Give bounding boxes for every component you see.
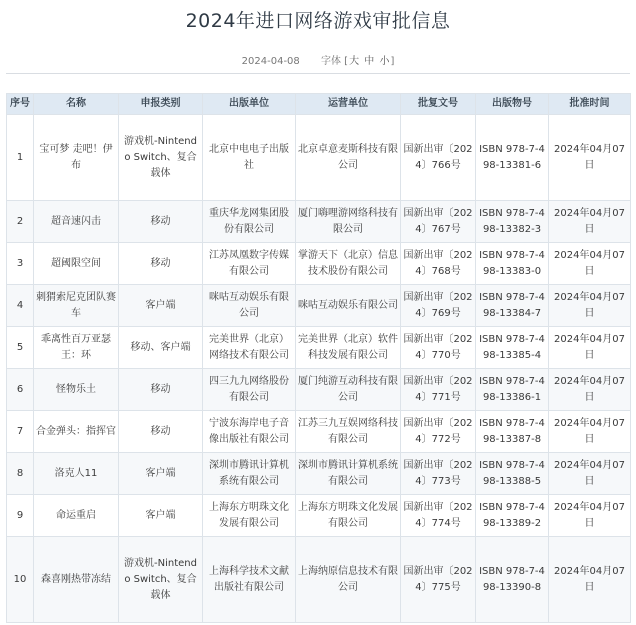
cell-approval-number bbox=[401, 453, 476, 495]
game-name-text: 洛克人11 bbox=[54, 467, 98, 479]
publisher-text: 四三九九网络股份有限公司 bbox=[209, 375, 289, 403]
cell-operator bbox=[296, 411, 401, 453]
cell-row-index bbox=[7, 537, 34, 623]
cell-operator bbox=[296, 369, 401, 411]
table-row bbox=[7, 243, 631, 285]
cell-approval-number bbox=[401, 411, 476, 453]
font-size-label: 字体 bbox=[320, 56, 341, 67]
cell-publisher bbox=[203, 369, 296, 411]
cell-category bbox=[119, 285, 203, 327]
cell-approval-number bbox=[401, 495, 476, 537]
cell-approval-date bbox=[549, 411, 631, 453]
cell-operator bbox=[296, 453, 401, 495]
table-row bbox=[7, 285, 631, 327]
category-text: 游戏机-Nintendo Switch、复合载体 bbox=[124, 557, 197, 601]
cell-isbn bbox=[476, 411, 549, 453]
approval-date-text: 2024年04月07日 bbox=[554, 249, 625, 277]
category-text: 移动 bbox=[150, 425, 171, 437]
approval-number-text: 国新出审〔2024〕772号 bbox=[403, 417, 473, 445]
cell-approval-date bbox=[549, 537, 631, 623]
approval-number-text: 国新出审〔2024〕767号 bbox=[403, 207, 473, 235]
article-meta bbox=[0, 52, 636, 67]
font-size-bracket-open: [ bbox=[344, 56, 349, 67]
row-index-text: 7 bbox=[16, 425, 24, 437]
operator-text: 掌游天下（北京）信息技术股份有限公司 bbox=[298, 249, 398, 277]
row-index-text: 3 bbox=[16, 257, 24, 269]
approval-date-text: 2024年04月07日 bbox=[554, 333, 625, 361]
approval-number-text: 国新出审〔2024〕775号 bbox=[403, 565, 473, 593]
column-header: 出版物号 bbox=[476, 94, 549, 115]
approval-number-text: 国新出审〔2024〕770号 bbox=[403, 333, 473, 361]
cell-row-index bbox=[7, 495, 34, 537]
cell-approval-number bbox=[401, 285, 476, 327]
category-text: 游戏机-Nintendo Switch、复合载体 bbox=[124, 135, 197, 179]
publisher-text: 宁波东海岸电子音像出版社有限公司 bbox=[209, 417, 289, 445]
column-header: 出版单位 bbox=[203, 94, 296, 115]
table-header-row bbox=[7, 94, 631, 115]
table-row bbox=[7, 201, 631, 243]
approval-date-text: 2024年04月07日 bbox=[554, 565, 625, 593]
header-divider bbox=[6, 73, 630, 74]
cell-row-index bbox=[7, 201, 34, 243]
approval-number-text: 国新出审〔2024〕769号 bbox=[403, 291, 473, 319]
cell-approval-number bbox=[401, 327, 476, 369]
row-index-text: 1 bbox=[16, 151, 24, 163]
category-text: 移动 bbox=[150, 257, 171, 269]
cell-publisher bbox=[203, 115, 296, 201]
operator-text: 完美世界（北京）软件科技发展有限公司 bbox=[298, 333, 398, 361]
category-text: 客户端 bbox=[145, 467, 176, 479]
cell-game-name bbox=[34, 201, 119, 243]
page-title: 2024年进口网络游戏审批信息 bbox=[185, 10, 451, 32]
cell-publisher bbox=[203, 201, 296, 243]
isbn-text: ISBN 978-7-498-13388-5 bbox=[479, 459, 545, 487]
table-row bbox=[7, 453, 631, 495]
game-name-text: 刺猬索尼克团队赛车 bbox=[36, 291, 116, 319]
approval-date-text: 2024年04月07日 bbox=[554, 207, 625, 235]
cell-isbn bbox=[476, 495, 549, 537]
cell-game-name bbox=[34, 327, 119, 369]
cell-isbn bbox=[476, 453, 549, 495]
game-name-text: 合金弹头：指挥官 bbox=[36, 425, 116, 437]
publisher-text: 重庆华龙网集团股份有限公司 bbox=[209, 207, 289, 235]
operator-text: 咪咕互动娱乐有限公司 bbox=[298, 299, 398, 311]
cell-game-name bbox=[34, 285, 119, 327]
cell-publisher bbox=[203, 537, 296, 623]
cell-operator bbox=[296, 537, 401, 623]
cell-category bbox=[119, 369, 203, 411]
cell-isbn bbox=[476, 537, 549, 623]
cell-isbn bbox=[476, 201, 549, 243]
operator-text: 厦门嗨哩游网络科技有限公司 bbox=[298, 207, 398, 235]
cell-operator bbox=[296, 201, 401, 243]
cell-publisher bbox=[203, 327, 296, 369]
cell-row-index bbox=[7, 243, 34, 285]
operator-text: 厦门纯游互动科技有限公司 bbox=[298, 375, 398, 403]
cell-publisher bbox=[203, 411, 296, 453]
cell-category bbox=[119, 495, 203, 537]
cell-isbn bbox=[476, 369, 549, 411]
column-header: 批复文号 bbox=[401, 94, 476, 115]
publisher-text: 江苏凤凰数字传媒有限公司 bbox=[209, 249, 289, 277]
row-index-text: 8 bbox=[16, 467, 24, 479]
game-name-text: 宝可梦 走吧！伊布 bbox=[39, 143, 113, 171]
category-text: 移动 bbox=[150, 215, 171, 227]
cell-publisher bbox=[203, 495, 296, 537]
table-row bbox=[7, 115, 631, 201]
cell-operator bbox=[296, 115, 401, 201]
cell-row-index bbox=[7, 453, 34, 495]
row-index-text: 10 bbox=[13, 573, 27, 585]
cell-game-name bbox=[34, 115, 119, 201]
cell-row-index bbox=[7, 369, 34, 411]
row-index-text: 4 bbox=[16, 299, 24, 311]
operator-text: 上海纳原信息技术有限公司 bbox=[298, 565, 398, 593]
cell-isbn bbox=[476, 243, 549, 285]
publisher-text: 北京中电电子出版社 bbox=[209, 143, 289, 171]
cell-category bbox=[119, 411, 203, 453]
cell-publisher bbox=[203, 243, 296, 285]
isbn-text: ISBN 978-7-498-13384-7 bbox=[479, 291, 545, 319]
table-row bbox=[7, 537, 631, 623]
category-text: 移动 bbox=[150, 383, 171, 395]
table-body bbox=[7, 115, 631, 623]
column-header: 申报类别 bbox=[119, 94, 203, 115]
publisher-text: 咪咕互动娱乐有限公司 bbox=[209, 291, 289, 319]
cell-approval-date bbox=[549, 327, 631, 369]
cell-category bbox=[119, 453, 203, 495]
operator-text: 深圳市腾讯计算机系统有限公司 bbox=[298, 459, 398, 487]
cell-row-index bbox=[7, 285, 34, 327]
table-row bbox=[7, 495, 631, 537]
isbn-text: ISBN 978-7-498-13390-8 bbox=[479, 565, 545, 593]
isbn-text: ISBN 978-7-498-13387-8 bbox=[479, 417, 545, 445]
cell-category bbox=[119, 115, 203, 201]
game-name-text: 命运重启 bbox=[56, 509, 96, 521]
font-small-button[interactable]: 小 bbox=[379, 56, 390, 67]
category-text: 客户端 bbox=[145, 509, 176, 521]
operator-text: 北京卓意麦斯科技有限公司 bbox=[298, 143, 398, 171]
font-size-bracket-close: ] bbox=[390, 56, 395, 67]
cell-game-name bbox=[34, 537, 119, 623]
isbn-text: ISBN 978-7-498-13385-4 bbox=[479, 333, 545, 361]
cell-category bbox=[119, 327, 203, 369]
column-header: 序号 bbox=[7, 94, 34, 115]
game-name-text: 乖离性百万亚瑟王：环 bbox=[41, 333, 111, 361]
cell-operator bbox=[296, 285, 401, 327]
row-index-text: 2 bbox=[16, 215, 24, 227]
cell-approval-number bbox=[401, 115, 476, 201]
table-row bbox=[7, 327, 631, 369]
column-header: 批准时间 bbox=[549, 94, 631, 115]
isbn-text: ISBN 978-7-498-13386-1 bbox=[479, 375, 545, 403]
cell-approval-number bbox=[401, 201, 476, 243]
cell-operator bbox=[296, 243, 401, 285]
category-text: 客户端 bbox=[145, 299, 176, 311]
cell-game-name bbox=[34, 453, 119, 495]
publisher-text: 上海东方明珠文化发展有限公司 bbox=[209, 501, 289, 529]
column-header: 名称 bbox=[34, 94, 119, 115]
cell-publisher bbox=[203, 285, 296, 327]
cell-category bbox=[119, 243, 203, 285]
publisher-text: 完美世界（北京）网络技术有限公司 bbox=[209, 333, 289, 361]
cell-approval-number bbox=[401, 537, 476, 623]
approval-date-text: 2024年04月07日 bbox=[554, 143, 625, 171]
cell-game-name bbox=[34, 243, 119, 285]
cell-approval-date bbox=[549, 285, 631, 327]
approval-number-text: 国新出审〔2024〕771号 bbox=[403, 375, 473, 403]
cell-game-name bbox=[34, 495, 119, 537]
cell-operator bbox=[296, 495, 401, 537]
font-large-button[interactable]: 大 bbox=[349, 56, 360, 67]
isbn-text: ISBN 978-7-498-13383-0 bbox=[479, 249, 545, 277]
cell-isbn bbox=[476, 285, 549, 327]
approval-date-text: 2024年04月07日 bbox=[554, 375, 625, 403]
cell-approval-date bbox=[549, 369, 631, 411]
cell-approval-number bbox=[401, 243, 476, 285]
cell-approval-date bbox=[549, 453, 631, 495]
approval-number-text: 国新出审〔2024〕774号 bbox=[403, 501, 473, 529]
row-index-text: 5 bbox=[16, 341, 24, 353]
approval-date-text: 2024年04月07日 bbox=[554, 459, 625, 487]
cell-isbn bbox=[476, 115, 549, 201]
column-header: 运营单位 bbox=[296, 94, 401, 115]
cell-approval-number bbox=[401, 369, 476, 411]
approval-number-text: 国新出审〔2024〕768号 bbox=[403, 249, 473, 277]
operator-text: 江苏三九互娱网络科技有限公司 bbox=[298, 417, 398, 445]
cell-row-index bbox=[7, 411, 34, 453]
cell-isbn bbox=[476, 327, 549, 369]
isbn-text: ISBN 978-7-498-13382-3 bbox=[479, 207, 545, 235]
cell-category bbox=[119, 201, 203, 243]
cell-approval-date bbox=[549, 495, 631, 537]
cell-approval-date bbox=[549, 201, 631, 243]
row-index-text: 9 bbox=[16, 509, 24, 521]
operator-text: 上海东方明珠文化发展有限公司 bbox=[298, 501, 398, 529]
approval-number-text: 国新出审〔2024〕766号 bbox=[403, 143, 473, 171]
game-name-text: 超音速闪击 bbox=[51, 215, 101, 227]
approval-date-text: 2024年04月07日 bbox=[554, 501, 625, 529]
cell-operator bbox=[296, 327, 401, 369]
publisher-text: 深圳市腾讯计算机系统有限公司 bbox=[209, 459, 289, 487]
row-index-text: 6 bbox=[16, 383, 24, 395]
game-name-text: 森喜刚热带冻结 bbox=[41, 573, 111, 585]
table-row bbox=[7, 369, 631, 411]
game-name-text: 怪物乐土 bbox=[56, 383, 96, 395]
publisher-text: 上海科学技术文献出版社有限公司 bbox=[209, 565, 289, 593]
game-name-text: 超阈限空间 bbox=[51, 257, 101, 269]
font-medium-button[interactable]: 中 bbox=[364, 56, 375, 67]
isbn-text: ISBN 978-7-498-13389-2 bbox=[479, 501, 545, 529]
approval-date-text: 2024年04月07日 bbox=[554, 417, 625, 445]
approval-date-text: 2024年04月07日 bbox=[554, 291, 625, 319]
cell-category bbox=[119, 537, 203, 623]
cell-game-name bbox=[34, 411, 119, 453]
cell-row-index bbox=[7, 327, 34, 369]
cell-approval-date bbox=[549, 115, 631, 201]
cell-game-name bbox=[34, 369, 119, 411]
approval-number-text: 国新出审〔2024〕773号 bbox=[403, 459, 473, 487]
approval-table bbox=[6, 93, 631, 623]
isbn-text: ISBN 978-7-498-13381-6 bbox=[479, 143, 545, 171]
cell-row-index bbox=[7, 115, 34, 201]
cell-publisher bbox=[203, 453, 296, 495]
publish-date: 2024-04-08 bbox=[241, 56, 300, 67]
category-text: 移动、客户端 bbox=[130, 341, 191, 353]
cell-approval-date bbox=[549, 243, 631, 285]
table-row bbox=[7, 411, 631, 453]
